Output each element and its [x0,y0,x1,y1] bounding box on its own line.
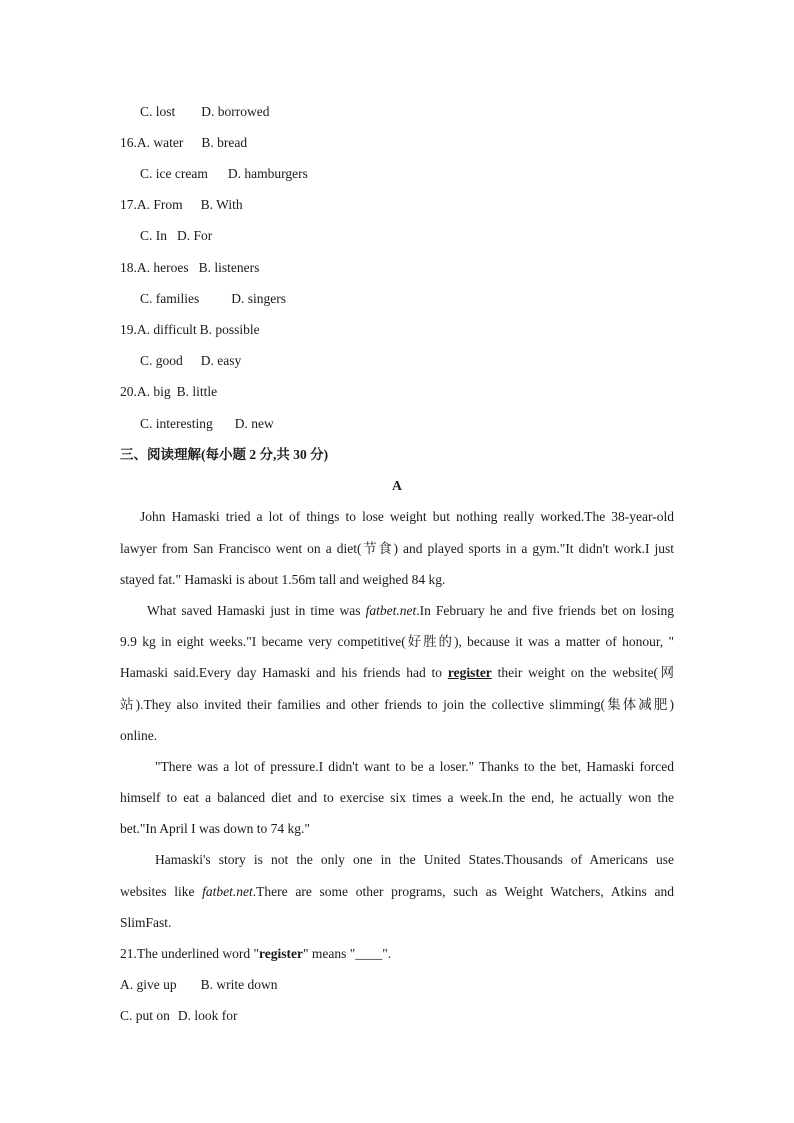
option-15d: D. borrowed [201,104,270,119]
option-row-17ab [120,197,243,213]
option-row-20ab [120,384,217,400]
option-17a: 17.A. From [120,197,183,212]
passage-p1-line1: John Hamaski tried a lot of things to lose weight but nothing really worked.The 38-year-old [140,509,674,524]
passage-p2-text-b: .In February he and five friends bet on losing [416,603,674,618]
option-18c: C. families [140,291,200,306]
website-name: fatbet.net [365,603,417,618]
passage-p3-line1: "There was a lot of pressure.I didn't want to be a loser." Thanks to the bet, Hamaski forced [155,759,674,774]
passage-p2-line3-b: their weight on the website(网 [491,665,674,680]
passage-p4-line1: Hamaski's story is not the only one in the United States.Thousands of Americans use [155,852,674,867]
option-18d: D. singers [231,291,286,306]
passage-p2-text-a: What saved Hamaski just in time was [147,603,366,618]
option-17c: C. In [140,228,167,243]
question-21-keyword: register [258,946,303,961]
option-15c: C. lost [140,104,176,119]
option-row-16ab [120,135,247,151]
section-heading: 三、阅读理解(每小题 2 分,共 30 分) [120,447,329,462]
passage-p4-line2 [120,884,674,900]
passage-p2-line4: 站).They also invited their families and other friends to join the collective slimming(集体减肥) [120,697,674,712]
option-21b: B. write down [200,977,278,992]
option-21c: C. put on [120,1008,170,1023]
underlined-word-register: register [447,665,492,680]
passage-p2-line3 [120,665,674,681]
option-18a: 18.A. heroes [120,260,189,275]
option-row-16cd [140,166,308,182]
passage-p2-line1 [147,603,674,619]
passage-p3-line2: himself to eat a balanced diet and to exercise six times a week.In the end, he actually won the [120,790,674,805]
passage-p2-line2: 9.9 kg in eight weeks."I became very competitive(好胜的), because it was a matter of honour, " [120,634,674,649]
question-21-stem-b: " means "____". [302,946,392,961]
option-row-19ab [120,322,260,338]
option-row-17cd [140,228,212,244]
question-21-stem [120,946,391,962]
option-20c: C. interesting [140,416,213,431]
option-21a: A. give up [120,977,177,992]
passage-p2-line3-a: Hamaski said.Every day Hamaski and his friends had to [120,665,448,680]
option-row-19cd [140,353,241,369]
passage-p4-line2-b: .There are some other programs, such as Weight Watchers, Atkins and [252,884,674,899]
passage-p3-line3: bet."In April I was down to 74 kg." [120,821,310,836]
option-20d: D. new [234,416,274,431]
question-21-options-cd [120,1008,238,1024]
option-20a: 20.A. big [120,384,171,399]
option-row-18cd [140,291,286,307]
passage-p1-line2: lawyer from San Francisco went on a diet(节食) and played sports in a gym."It didn't work.I just [120,541,674,556]
option-17d: D. For [177,228,213,243]
option-21d: D. look for [177,1008,238,1023]
option-19c: C. good [140,353,183,368]
passage-label: A [392,478,402,493]
option-row-18ab [120,260,259,276]
passage-p2-line5: online. [120,728,158,743]
question-21-stem-a: 21.The underlined word " [120,946,259,961]
option-19d: D. easy [200,353,242,368]
passage-p4-line3: SlimFast. [120,915,172,930]
option-20b: B. little [176,384,218,399]
option-row-15cd [140,104,270,120]
passage-p4-line2-a: websites like [120,884,203,899]
option-16d: D. hamburgers [227,166,308,181]
option-18b: B. listeners [198,260,260,275]
option-row-20cd [140,416,274,432]
option-16c: C. ice cream [140,166,208,181]
option-16b: B. bread [201,135,248,150]
option-19b: B. possible [199,322,260,337]
question-21-options-ab [120,977,278,993]
option-19a: 19.A. difficult [120,322,197,337]
website-name-2: fatbet.net [202,884,253,899]
option-16a: 16.A. water [120,135,184,150]
option-17b: B. With [200,197,243,212]
passage-p1-line3: stayed fat." Hamaski is about 1.56m tall and weighed 84 kg. [120,572,446,587]
